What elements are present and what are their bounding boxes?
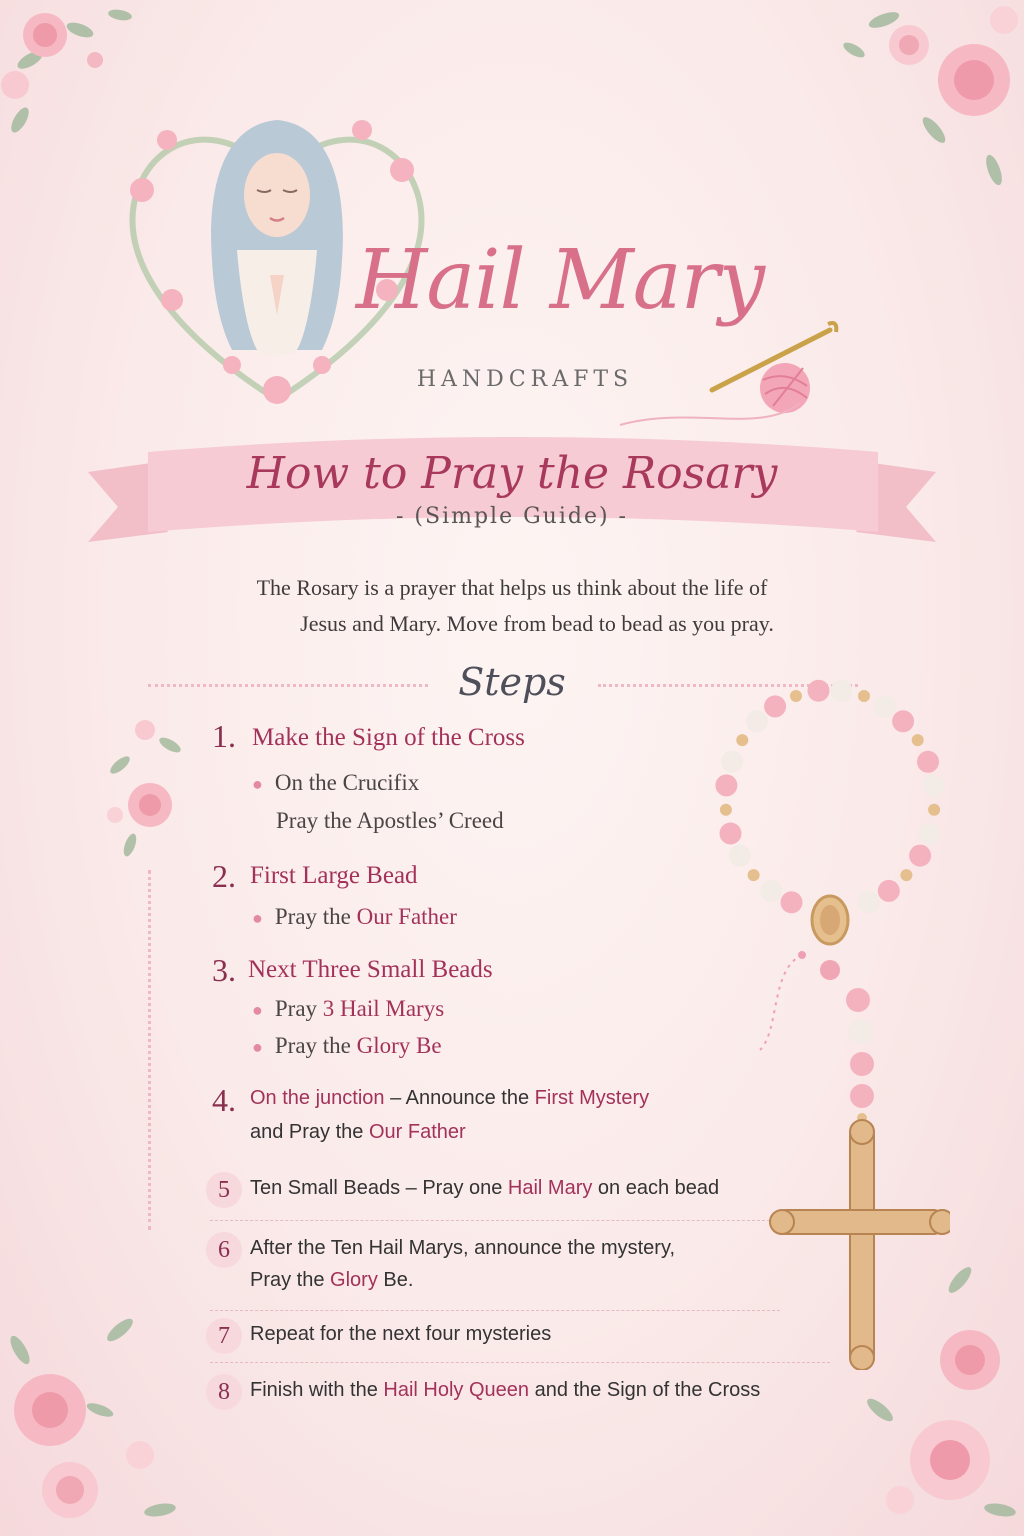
rosary-bead	[928, 804, 940, 816]
step-1-number: 1.	[212, 718, 236, 754]
step-8-post: and the Sign of the Cross	[529, 1379, 761, 1401]
banner-title: How to Pray the Rosary	[246, 448, 778, 499]
step-4-mid-text: – Announce the	[384, 1087, 535, 1109]
step-2-bullet	[252, 904, 457, 930]
rosary-bead	[746, 710, 768, 732]
step-2-number: 2.	[212, 858, 236, 894]
step-6-line-2-highlight: Glory	[330, 1269, 378, 1291]
step-5-text	[250, 1172, 719, 1205]
step-3-bullet-1	[252, 996, 444, 1022]
step-1-bullet-cont: Pray the Apostles’ Creed	[276, 808, 504, 833]
step-4-line-2-text: and Pray the	[250, 1121, 369, 1143]
intro-line-2: Jesus and Mary. Move from bead to bead as you pray.	[300, 611, 774, 636]
step-3-bullet-1-highlight: 3 Hail Marys	[322, 996, 445, 1021]
floral-left-middle	[90, 705, 200, 865]
step-2-bullet-highlight: Our Father	[356, 904, 457, 929]
step-6-line-2-post: Be.	[377, 1269, 414, 1291]
intro-text	[150, 570, 874, 642]
step-4-line-1	[250, 1082, 649, 1115]
step-6-line-1: After the Ten Hail Marys, announce the mystery,	[250, 1237, 676, 1259]
step-2-bullet-text: Pray the	[274, 904, 357, 929]
step-8-text	[250, 1374, 760, 1407]
step-6-line-2	[250, 1264, 413, 1297]
step-5-number: 5	[206, 1172, 242, 1208]
step-8-number: 8	[206, 1374, 242, 1410]
step-5-highlight: Hail Mary	[507, 1177, 593, 1199]
rosary-bead	[808, 680, 830, 702]
step-4-number: 4.	[212, 1082, 236, 1118]
step-3-title: Next Three Small Beads	[248, 956, 493, 983]
intro-line-1: The Rosary is a prayer that helps us think about the life of	[256, 575, 768, 600]
yarn-strand	[610, 395, 810, 435]
step-7-number: 7	[206, 1318, 242, 1354]
brand-title: Hail Mary	[355, 233, 765, 328]
rosary-bead	[764, 695, 786, 717]
rosary-bead	[781, 891, 803, 913]
rosary-bead	[720, 804, 732, 816]
steps-divider-left	[148, 684, 428, 687]
rosary-bead	[912, 734, 924, 746]
step-4-highlight-2: First Mystery	[534, 1087, 650, 1109]
rosary-bead	[923, 774, 945, 796]
step-1-bullet-text: On the Crucifix	[274, 770, 420, 795]
step-3-bullet-2-text: Pray the	[274, 1033, 357, 1058]
step-8-pre: Finish with the	[250, 1379, 384, 1401]
rosary-bead	[715, 774, 737, 796]
step-5-pre: Ten Small Beads – Pray one	[250, 1177, 508, 1199]
bullet-dot: ●	[252, 774, 263, 794]
rosary-bead	[831, 680, 853, 702]
rosary-illustration	[690, 670, 950, 1370]
rosary-bead	[736, 734, 748, 746]
step-4-line-2-highlight: Our Father	[368, 1121, 466, 1143]
rosary-bead	[917, 751, 939, 773]
steps-vertical-guide	[148, 870, 151, 1230]
bullet-dot: ●	[252, 908, 263, 928]
rosary-bead	[892, 710, 914, 732]
rosary-bead	[919, 823, 941, 845]
rosary-bead	[874, 695, 896, 717]
step-7-text: Repeat for the next four mysteries	[250, 1323, 552, 1345]
banner-subtitle: - (Simple Guide) -	[395, 504, 628, 529]
bullet-dot: ●	[252, 1000, 263, 1020]
step-3-bullet-2	[252, 1033, 442, 1059]
rosary-bead	[729, 845, 751, 867]
step-4-highlight-1: On the junction	[250, 1087, 385, 1109]
rosary-bead	[720, 823, 742, 845]
floral-corner-top-right	[824, 0, 1024, 220]
step-2-title: First Large Bead	[250, 862, 418, 889]
rosary-bead	[858, 690, 870, 702]
rosary-bead	[721, 751, 743, 773]
rosary-bead	[858, 891, 880, 913]
step-3-bullet-1-text: Pray	[274, 996, 323, 1021]
step-3-number: 3.	[212, 952, 236, 988]
brand-subtitle: HANDCRAFTS	[416, 367, 634, 392]
bullet-dot: ●	[252, 1037, 263, 1057]
rosary-bead	[878, 880, 900, 902]
steps-heading: Steps	[458, 660, 566, 704]
step-1-title: Make the Sign of the Cross	[252, 724, 525, 751]
crucifix-icon	[770, 1120, 950, 1370]
rosary-bead	[909, 845, 931, 867]
step-1-bullet	[252, 770, 419, 796]
rosary-bead	[790, 690, 802, 702]
step-8-highlight: Hail Holy Queen	[383, 1379, 530, 1401]
floral-corner-bottom-left	[0, 1290, 200, 1536]
rosary-bead	[748, 869, 760, 881]
step-4-line-2	[250, 1116, 466, 1149]
step-6-line-2-pre: Pray the	[250, 1269, 331, 1291]
rosary-bead	[900, 869, 912, 881]
rosary-bead	[760, 880, 782, 902]
step-5-post: on each bead	[592, 1177, 720, 1199]
step-6-number: 6	[206, 1232, 242, 1268]
step-3-bullet-2-highlight: Glory Be	[356, 1033, 442, 1058]
